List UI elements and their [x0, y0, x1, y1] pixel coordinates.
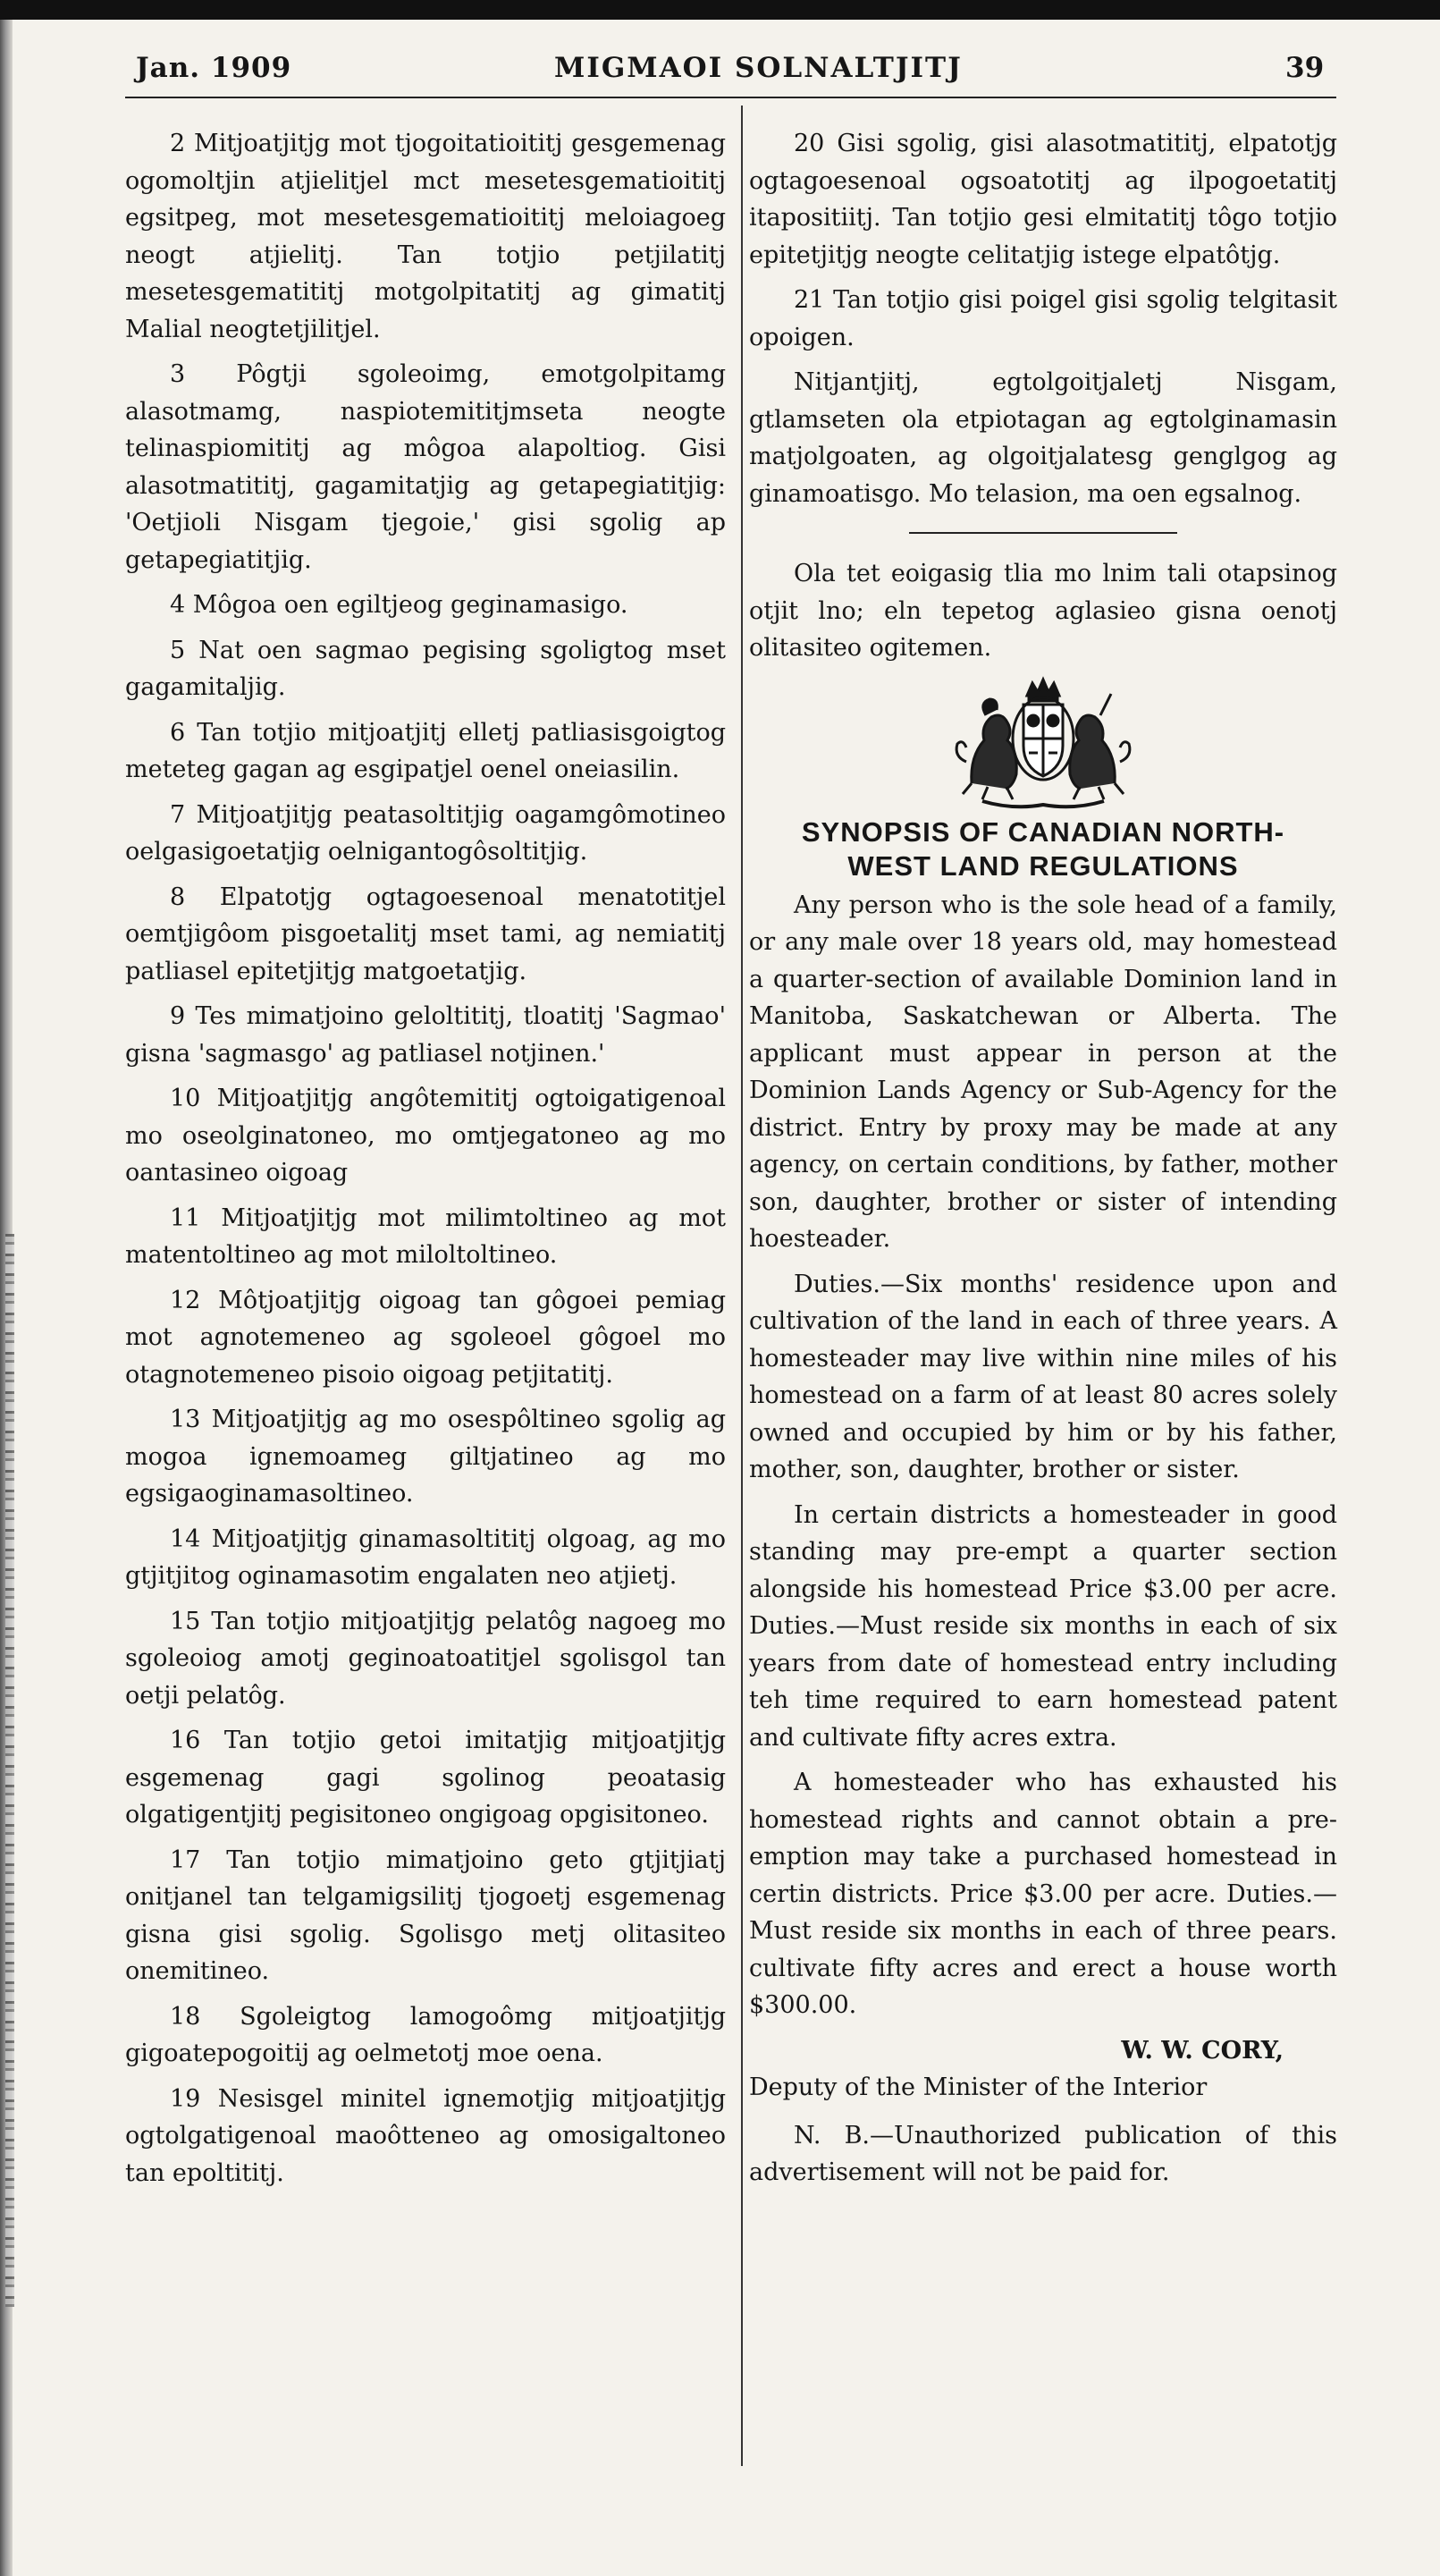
- numbered-paragraph: 4 Môgoa oen egiltjeog geginamasigo.: [170, 591, 628, 619]
- section-rule: [909, 532, 1177, 534]
- header-date: Jan. 1909: [136, 52, 292, 84]
- numbered-paragraph: 18 Sgoleigtog lamogoômg mitjoatjitjg gigoatepogoitij ag oelmetotj moe oena.: [125, 2002, 726, 2067]
- numbered-paragraph: 21 Tan totjio gisi poigel gisi sgolig telgitasit opoigen.: [749, 286, 1337, 351]
- numbered-paragraph: 19 Nesisgel minitel ignemotjig mitjoatjitjg ogtolgatigenoal maoôtteneo ag omosigaltoneo tan epoltititj.: [125, 2084, 726, 2187]
- numbered-paragraph: 20 Gisi sgolig, gisi alasotmatititj, elpatotjg ogtagoesenoal ogsoatotitj ag ilpogoetatitj itapositiitj. Tan totjio gesi elmitatitj tôgo totjio epitetjitjg neogte celitatjig istege elpatôtjg.: [749, 130, 1337, 269]
- signature-title: Deputy of the Minister of the Interior: [749, 2073, 1208, 2101]
- header-publication-title: MIGMAOI SOLNALTJITJ: [554, 52, 963, 84]
- notice-paragraph: Ola tet eoigasig tlia mo lnim tali otapsinog otjit lno; eln tepetog aglasieo gisna oenotj olitasiteo ogitemen.: [749, 560, 1337, 662]
- numbered-paragraph: 11 Mitjoatjitjg mot milimtoltineo ag mot matentoltineo ag mot miloltoltineo.: [125, 1204, 726, 1269]
- scan-top-border: [0, 0, 1440, 20]
- left-column: [125, 125, 726, 2200]
- closing-paragraph: Nitjantjitj, egtolgoitjaletj Nisgam, gtlamseten ola etpiotagan ag egtolginamasin matjolgoaten, ag olgoitjalatesg genglgog ag ginamoatisgo. Mo telasion, ma oen egsalnog.: [749, 368, 1337, 508]
- numbered-paragraph: 2 Mitjoatjitjg mot tjogoitatioititj gesgemenag ogomoltjin atjielitjel mct mesetesgematioititj egsitpeg, mot mesetesgematioititj meloiagoeg neogt atjielitj. Tan totjio petjilatitj mesetesgematititj motgolpitatitj ag gimatitj Malial neogtetjilitjel.: [125, 130, 726, 343]
- numbered-paragraph: 17 Tan totjio mimatjoino geto gtjitjiatj onitjanel tan telgamigsilitj tjogoetj esgemenag gisna gisi sgolig. Sgolisgo metj olitasiteo onemitineo.: [125, 1845, 726, 1985]
- scan-edge-artifact: [5, 1234, 14, 2307]
- advertisement-paragraph: A homesteader who has exhausted his homestead rights and cannot obtain a pre-emption may take a purchased homestead in certin districts. Price $3.00 per acre. Duties.—Must reside six months in each of three pears. cultivate fifty acres and erect a house worth $300.00.: [749, 1769, 1337, 2019]
- advertisement-title: [749, 815, 1337, 883]
- publication-note: N. B.—Unauthorized publication of this advertisement will not be paid for.: [749, 2121, 1337, 2186]
- numbered-paragraph: 3 Pôgtji sgoleoimg, emotgolpitamg alasotmamg, naspiotemititjmseta neogte telinaspiomititj ag môgoa alapoltiog. Gisi alasotmatititj, gagamitatjig ag getapegiatitjig: 'Oetjioli Nisgam tjegoie,' gisi sgolig ap getapegiatitjig.: [125, 360, 726, 574]
- numbered-paragraph: 13 Mitjoatjitjg ag mo osespôltineo sgolig ag mogoa ignemoameg giltjatineo ag mo egsigaoginamasoltineo.: [125, 1406, 726, 1508]
- royal-coat-of-arms-icon: [936, 676, 1150, 810]
- column-divider: [741, 106, 743, 2466]
- header-page-number: 39: [1285, 52, 1325, 84]
- numbered-paragraph: 6 Tan totjio mitjoatjitj elletj patliasisgoigtog meteteg gagan ag esgipatjel oenel oneiasilin.: [125, 718, 726, 783]
- advertisement-title-line: WEST LAND REGULATIONS: [847, 849, 1239, 882]
- signature-name: W. W. CORY,: [1121, 2036, 1284, 2065]
- numbered-paragraph: 14 Mitjoatjitjg ginamasoltititj olgoag, ag mo gtjitjitog oginamasotim engalaten neo atjietj.: [125, 1524, 726, 1590]
- numbered-paragraph: 5 Nat oen sagmao pegising sgoligtog mset gagamitaljig.: [125, 636, 726, 701]
- numbered-paragraph: 16 Tan totjio getoi imitatjig mitjoatjitjg esgemenag gagi sgolinog peoatasig olgatigentjitj pegisitoneo ongigoag opgisitoneo.: [125, 1727, 726, 1829]
- advertisement-paragraph: Any person who is the sole head of a family, or any male over 18 years old, may homestead a quarter-section of available Dominion land in Manitoba, Saskatchewan or Alberta. The applicant must appear in person at the Dominion Lands Agency or Sub-Agency for the district. Entry by proxy may be made at any agency, on certain conditions, by father, mother son, daughter, brother or sister of intending hoesteader.: [749, 891, 1337, 1253]
- header-rule: [125, 97, 1336, 98]
- numbered-paragraph: 8 Elpatotjg ogtagoesenoal menatotitjel oemtjigôom pisgoetalitj mset tami, ag nemiatitj patliasel epitetjitjg matgoetatjig.: [125, 883, 726, 985]
- numbered-paragraph: 15 Tan totjio mitjoatjitjg pelatôg nagoeg mo sgoleoiog amotj geginoatoatitjel sgolisgol tan oetji pelatôg.: [125, 1607, 726, 1710]
- advertisement-paragraph: In certain districts a homesteader in good standing may pre-empt a quarter section alongside his homestead Price $3.00 per acre. Duties.—Must reside six months in each of six years from date of homestead entry including teh time required to earn homestead patent and cultivate fifty acres extra.: [749, 1500, 1337, 1752]
- numbered-paragraph: 9 Tes mimatjoino geloltititj, tloatitj 'Sagmao' gisna 'sagmasgo' ag patliasel notjinen.': [125, 1002, 726, 1068]
- numbered-paragraph: 12 Môtjoatjitjg oigoag tan gôgoei pemiag mot agnotemeneo ag sgoleoel gôgoel mo otagnotemeneo pisoio oigoag petjitatitj.: [125, 1286, 726, 1389]
- numbered-paragraph: 10 Mitjoatjitjg angôtemititj ogtoigatigenoal mo oseolginatoneo, mo omtjegatoneo ag mo oantasineo oigoag: [125, 1085, 726, 1187]
- advertisement-paragraph: Duties.—Six months' residence upon and cultivation of the land in each of three years. A homesteader may live within nine miles of his homestead on a farm of at least 80 acres solely owned and occupied by him or by his father, mother, son, daughter, brother or sister.: [749, 1270, 1337, 1483]
- right-column: [749, 125, 1337, 2200]
- numbered-paragraph: 7 Mitjoatjitjg peatasoltitjig oagamgômotineo oelgasigoetatjig oelnigantogôsoltitjig.: [125, 800, 726, 866]
- advertisement-title-line: SYNOPSIS OF CANADIAN NORTH-: [801, 815, 1285, 848]
